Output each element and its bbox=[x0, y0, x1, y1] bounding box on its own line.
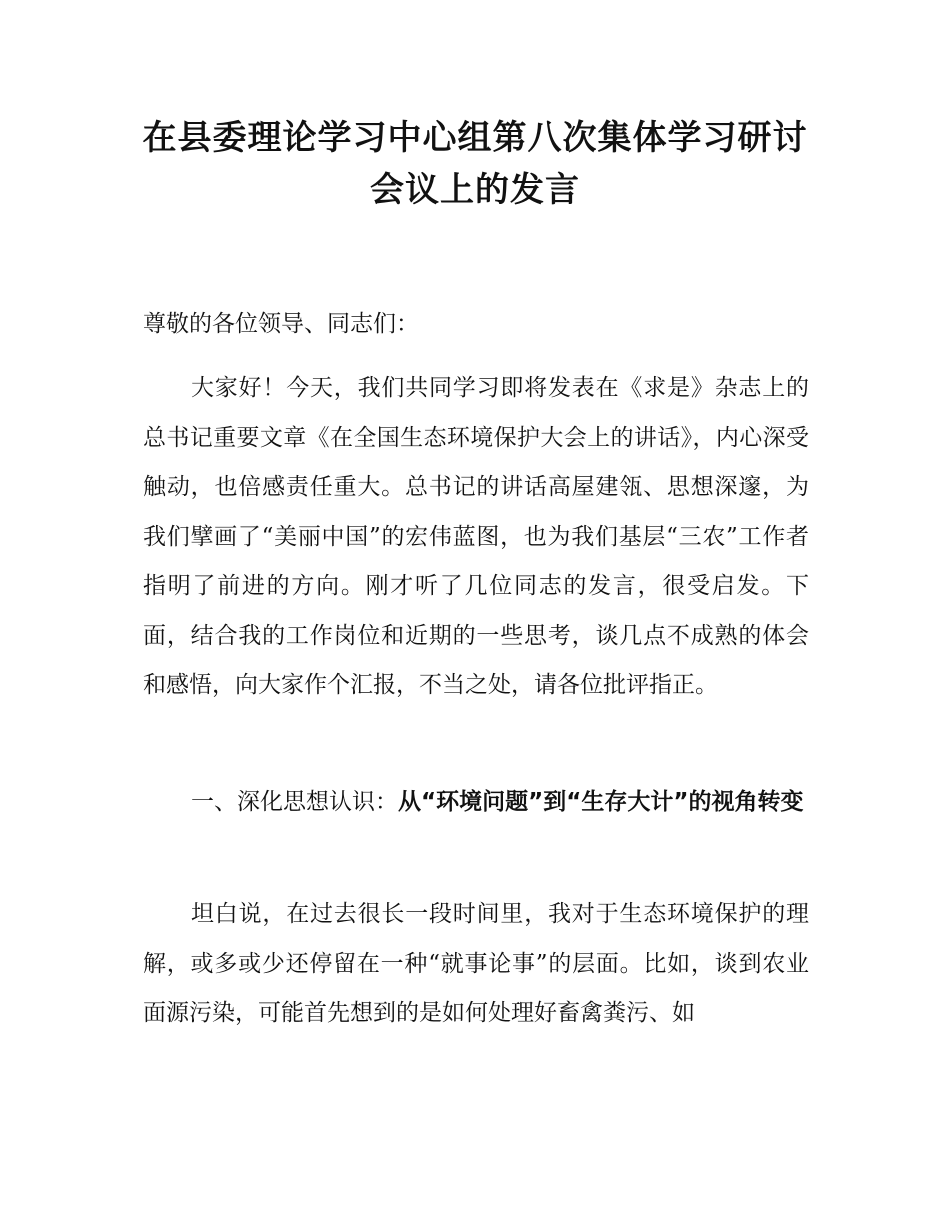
title-line-1: 在县委理论学习中心组第八次集体学习研讨 bbox=[142, 118, 808, 158]
document-title bbox=[120, 112, 830, 216]
section-heading-1-text: 从“环境问题”到“生存大计”的视角转变 bbox=[398, 789, 804, 815]
opening-paragraph: 大家好！今天，我们共同学习即将发表在《求是》杂志上的总书记重要文章《在全国生态环境保护大会上的讲话》，内心深受触动，也倍感责任重大。总书记的讲话高屋建瓴、思想深邃，为我们擘画了“美丽中国”的宏伟蓝图，也为我们基层“三农”工作者指明了前进的方向。刚才听了几位同志的发言，很受启发。下面，结合我的工作岗位和近期的一些思考，谈几点不成熟的体会和感悟，向大家作个汇报，不当之处，请各位批评指正。 bbox=[143, 375, 809, 698]
section-heading-1 bbox=[143, 778, 809, 828]
salutation: 尊敬的各位领导、同志们： bbox=[143, 311, 419, 337]
section-1-paragraph: 坦白说，在过去很长一段时间里，我对于生态环境保护的理解，或多或少还停留在一种“就事论事”的层面。比如，谈到农业面源污染，可能首先想到的是如何处理好畜禽粪污、如 bbox=[143, 901, 809, 1026]
title-line-2: 会议上的发言 bbox=[370, 170, 580, 210]
section-heading-1-label: 一、深化思想认识： bbox=[191, 789, 398, 815]
